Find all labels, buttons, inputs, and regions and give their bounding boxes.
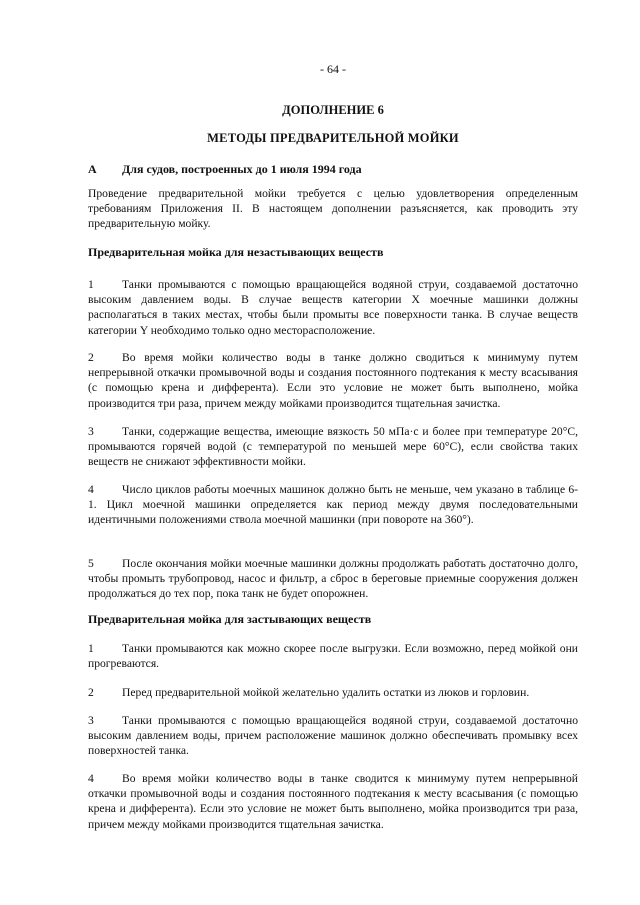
paragraph-text: Танки, содержащие вещества, имеющие вязкость 50 мПа·с и более при температуре 20°С, промываются горячей водой (с температурой по меньшей мере 60°С), если свойства таких веществ не снижают эффективности мойки. (88, 425, 578, 469)
page-number: - 64 - (320, 62, 346, 76)
paragraph-text: Во время мойки количество воды в танке сводится к минимуму путем непрерывной откачки промывочной воды и создания постоянного подтекания к месту всасывания (с помощью крена и дифферента). Если это условие не может быть выполнено, мойка производится три раза, причем между мойками производится тщательная зачистка. (88, 772, 578, 831)
appendix-title: ДОПОЛНЕНИЕ 6 (282, 103, 384, 117)
paragraph-number: 2 (88, 686, 94, 699)
solid-paragraph-4 (88, 771, 578, 832)
methods-title: МЕТОДЫ ПРЕДВАРИТЕЛЬНОЙ МОЙКИ (207, 131, 459, 145)
nonsolid-paragraph-4 (88, 482, 578, 528)
heading-solid: Предварительная мойка для застывающих веществ (88, 612, 372, 626)
paragraph-text: Число циклов работы моечных машинок должно быть не меньше, чем указано в таблице 6-1. Цикл моечной машинки определяется как период между двумя последовательными идентичными положениями ствола моечной машинки (при повороте на 360°). (88, 483, 578, 527)
intro-paragraph: Проведение предварительной мойки требуется с целью удовлетворения определенным требованиям Приложения II. В настоящем дополнении разъясняется, как проводить эту предварительную мойку. (88, 187, 578, 231)
paragraph-number: 1 (88, 642, 94, 655)
nonsolid-paragraph-2 (88, 350, 578, 411)
section-a-title: Для судов, построенных до 1 июля 1994 года (122, 162, 362, 176)
section-a-heading (88, 162, 362, 177)
paragraph-number: 2 (88, 351, 94, 364)
paragraph-number: 4 (88, 483, 94, 496)
paragraph-text: Танки промываются с помощью вращающейся водяной струи, создаваемой достаточно высоким давлением воды. В случае веществ категории X моечные машинки должны располагаться в таких местах, чтобы были промыты все поверхности танка. В случае веществ категории Y необходимо только одно месторасположение. (88, 278, 578, 337)
paragraph-number: 1 (88, 278, 94, 291)
section-letter: А (88, 162, 97, 176)
paragraph-number: 3 (88, 425, 94, 438)
paragraph-text: Танки промываются с помощью вращающейся водяной струи, создаваемой достаточно высоким давлением воды, причем расположение машинок должно обеспечивать промывку всех поверхностей танка. (88, 714, 578, 758)
nonsolid-paragraph-5 (88, 556, 578, 602)
paragraph-number: 5 (88, 557, 94, 570)
paragraph-number: 3 (88, 714, 94, 727)
paragraph-text: Танки промываются как можно скорее после выгрузки. Если возможно, перед мойкой они прогреваются. (88, 642, 578, 671)
nonsolid-paragraph-3 (88, 424, 578, 470)
heading-nonsolid: Предварительная мойка для незастывающих веществ (88, 245, 384, 259)
solid-paragraph-2 (88, 685, 578, 700)
paragraph-text: После окончания мойки моечные машинки должны продолжать работать достаточно долго, чтобы промыть трубопровод, насос и фильтр, а сброс в береговые приемные сооружения должен продолжаться до тех пор, пока танк не будет опорожнен. (88, 557, 578, 601)
paragraph-text: Перед предварительной мойкой желательно удалить остатки из люков и горловин. (122, 686, 530, 699)
paragraph-number: 4 (88, 772, 94, 785)
solid-paragraph-3 (88, 713, 578, 759)
paragraph-text: Во время мойки количество воды в танке должно сводиться к минимуму путем непрерывной откачки промывочной воды и создания постоянного подтекания к месту всасывания (с помощью крена и дифферента). Если это условие не может быть выполнено, мойка производится три раза, причем между мойками производится тщательная зачистка. (88, 351, 578, 410)
solid-paragraph-1 (88, 641, 578, 671)
nonsolid-paragraph-1 (88, 277, 578, 338)
